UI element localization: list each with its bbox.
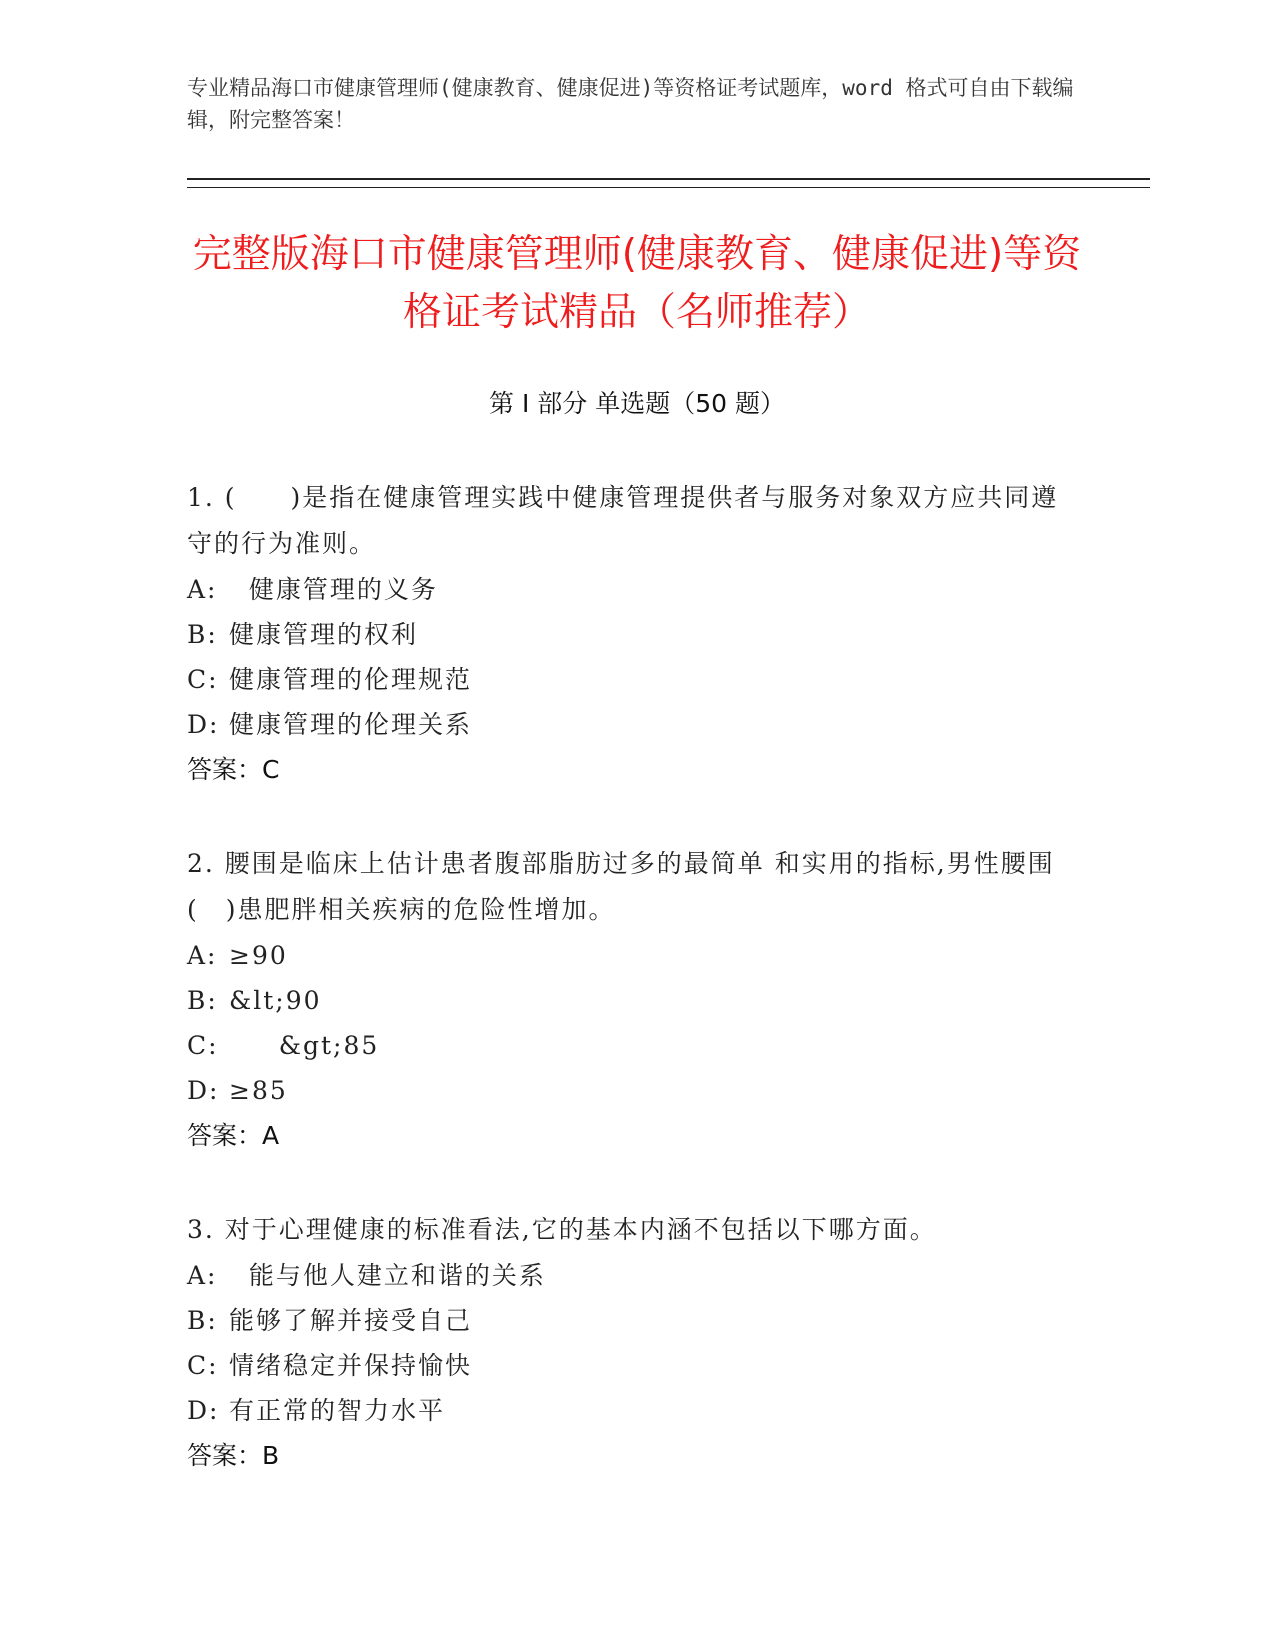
- option-a: [187, 933, 1067, 978]
- answer-line: 答案：C: [187, 755, 280, 784]
- question-stem: 3. 对于心理健康的标准看法,它的基本内涵不包括以下哪方面。: [187, 1215, 937, 1244]
- question-3: [187, 1207, 1067, 1479]
- option-text: 情绪稳定并保持愉快: [229, 1351, 473, 1380]
- option-text: 健康管理的权利: [229, 620, 419, 649]
- option-letter: B:: [187, 986, 218, 1015]
- option-letter: C:: [187, 1031, 219, 1060]
- option-text: ≥85: [229, 1076, 288, 1105]
- question-1: [187, 475, 1067, 793]
- document-title: 完整版海口市健康管理师(健康教育、健康促进)等资格证考试精品（名师推荐）: [192, 232, 1082, 335]
- option-c: [187, 657, 1067, 702]
- section-heading: 第 I 部分 单选题（50 题）: [489, 389, 785, 418]
- option-text: ≥90: [229, 941, 288, 970]
- option-c: [187, 1343, 1067, 1388]
- option-letter: A:: [187, 941, 218, 970]
- question-list: [187, 475, 1067, 1527]
- header-note: 专业精品海口市健康管理师(健康教育、健康促进)等资格证考试题库，word 格式可自由下载编辑，附完整答案！: [187, 76, 1074, 132]
- option-letter: C:: [187, 1351, 219, 1380]
- option-letter: D:: [187, 710, 220, 739]
- question-stem: 2. 腰围是临床上估计患者腹部脂肪过多的最简单 和实用的指标,男性腰围( )患肥胖相关疾病的危险性增加。: [187, 849, 1055, 924]
- option-b: [187, 1298, 1067, 1343]
- option-letter: A:: [187, 1261, 218, 1290]
- option-text: 健康管理的伦理规范: [229, 665, 473, 694]
- option-a: [187, 567, 1067, 612]
- option-text: 能够了解并接受自己: [229, 1306, 473, 1335]
- answer-line: 答案：B: [187, 1441, 280, 1470]
- option-letter: B:: [187, 1306, 218, 1335]
- option-letter: B:: [187, 620, 218, 649]
- option-d: [187, 1388, 1067, 1433]
- header-divider: [187, 178, 1150, 188]
- option-a: [187, 1253, 1067, 1298]
- option-letter: D:: [187, 1396, 220, 1425]
- option-text: 有正常的智力水平: [229, 1396, 446, 1425]
- answer-line: 答案：A: [187, 1121, 280, 1150]
- option-b: [187, 612, 1067, 657]
- option-b: [187, 978, 1067, 1023]
- option-text: 能与他人建立和谐的关系: [229, 1261, 546, 1290]
- option-d: [187, 702, 1067, 747]
- option-letter: A:: [187, 575, 218, 604]
- option-text: 健康管理的伦理关系: [229, 710, 473, 739]
- option-text: 健康管理的义务: [229, 575, 438, 604]
- option-letter: C:: [187, 665, 219, 694]
- question-2: [187, 841, 1067, 1159]
- option-c: [187, 1023, 1067, 1068]
- option-letter: D:: [187, 1076, 220, 1105]
- question-stem: 1. ( )是指在健康管理实践中健康管理提供者与服务对象双方应共同遵守的行为准则。: [187, 483, 1059, 558]
- option-text: &lt;90: [229, 986, 322, 1015]
- option-text: &gt;85: [229, 1031, 380, 1060]
- option-d: [187, 1068, 1067, 1113]
